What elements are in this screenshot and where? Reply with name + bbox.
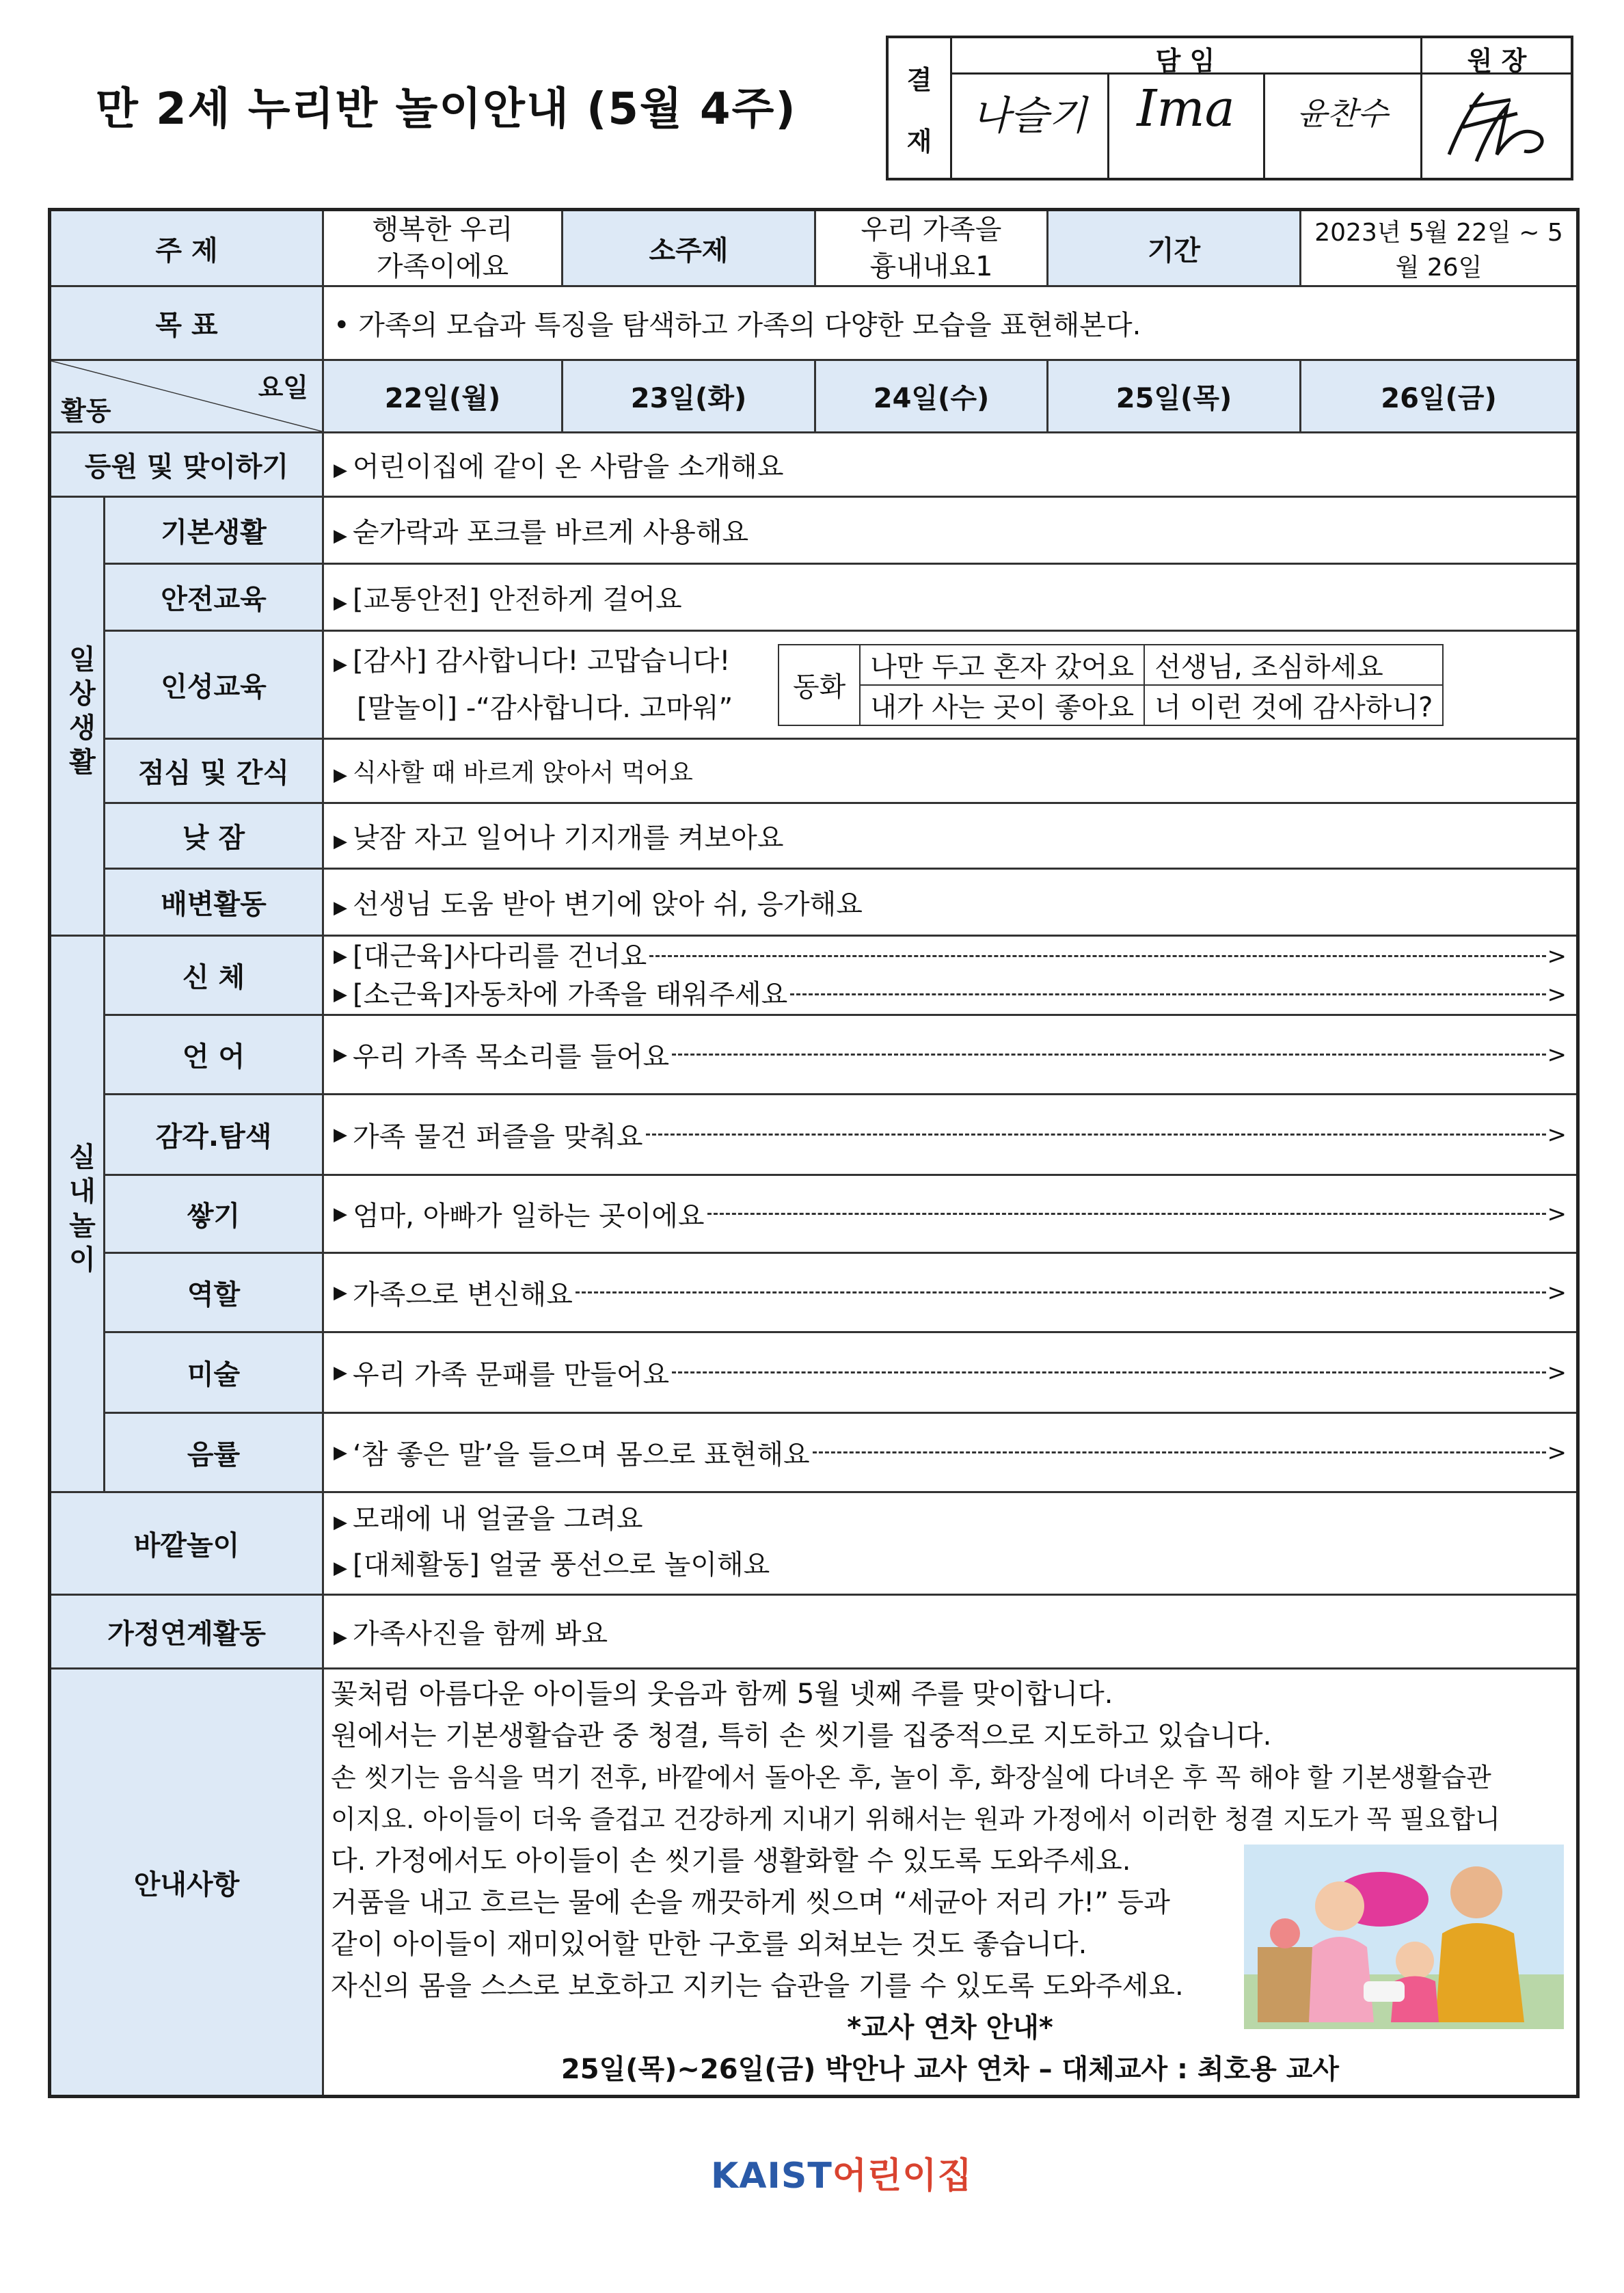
nap-label: 낮 잠 bbox=[105, 803, 323, 869]
story-3: 내가 사는 곳이 좋아요 bbox=[860, 685, 1144, 725]
day-thu: 25일(목) bbox=[1048, 360, 1301, 433]
notice-line: 원에서는 기본생활습관 중 청결, 특히 손 씻기를 집중적으로 지도하고 있습니다. bbox=[331, 1720, 1272, 1752]
story-4: 너 이런 것에 감사하니? bbox=[1144, 685, 1443, 725]
story-2: 선생님, 조심하세요 bbox=[1144, 645, 1443, 685]
approval-homeroom-label: 담 임 bbox=[1155, 46, 1215, 76]
character-text-2: [말놀이] -“감사합니다. 고마워” bbox=[357, 693, 733, 724]
art-label: 미술 bbox=[105, 1332, 323, 1413]
page-title: 만 2세 누리반 놀이안내 (5월 4주) bbox=[96, 84, 797, 135]
kaist-daycare-logo bbox=[711, 2147, 973, 2198]
music-label: 음률 bbox=[105, 1413, 323, 1492]
daily-life-group bbox=[50, 497, 105, 936]
day-wed: 24일(수) bbox=[815, 360, 1048, 433]
notice-line: 거품을 내고 흐르는 물에 손을 깨끗하게 씻으며 “세균아 저리 가!” 등과 bbox=[331, 1887, 1170, 1918]
notice-line: 같이 아이들이 재미있어할 만한 구호를 외쳐보는 것도 좋습니다. bbox=[331, 1929, 1087, 1960]
notice-label: 안내사항 bbox=[50, 1669, 323, 2097]
weekly-plan-table: 주 제 행복한 우리 가족이에요 소주제 우리 가족을 흉내내요1 기간 2023년 5월 22일 ~ 5월 26일 목 표 • 가족의 모습과 특징을 탐색하고 가족의 다양한 모습을 표현해본다. 요일 활동 22일(월) 23일(화) 24일(수) 25일(목) 26일(금) 등원 및 맞이하기 ▶ 어린이집에 같이 온 사람을 소개해요 일상생활 기본생활 ▶ 숟가락과 포크를 바르게 사용해요 안전교육 ▶ [교통안전] 안전하게 걸어요 인성교육 ▶ [감사] 감사합니다! 고맙습니다! [말놀이] -“감사합니다. 고마워” 동화 나만 두고 혼자 갔어요 선생님, 조심하세요 내가 사는 곳이 좋아요 너 이런 것에 감사하니? 점심 및 간식 ▶ 식사할 때 바르게 앉아서 먹어요 낮 잠 ▶ 낮잠 자고 일어나 기지개를 켜보아요 배변활동 ▶ 선생님 도움 받아 변기에 앉아 쉬, 응가해요 실내놀이 신 체 ▶ [대근육]사다리를 건너요 > ▶ [소근육]자동차에 가족을 태워주세요 > 언 어 ▶ 우리 가족 목소리를 들어요 > 감각.탐색 ▶ 가족 물건 퍼즐을 맞춰요 > 쌓기 ▶ 엄마, 아빠가 일하는 곳이에요 > 역할 ▶ 가족으로 변신해요 > 미술 ▶ 우리 가족 문패를 만들어요 > 음률 ▶ ‘참 좋은 말’을 들으며 몸으로 표현해요 > 바깥놀이 ▶ 모래에 내 얼굴을 그려요 ▶ [대체활동] 얼굴 풍선으로 놀이해요 가정연계활동 ▶ 가족사진을 함께 봐요 안내사항 꽃처럼 아름다운 아이들의 웃음과 함께 5월 넷째 주를 맞이합니다. 원에서는 기본생활습관 중 청결, 특히 손 씻기를 집중적으로 지도하고 있습니다. 손 씻기는 음식을 먹기 전후, 바깥에서 돌아온 후, 놀이 후, 화장실에 다녀온 후 꼭 해야 할 기본생활습관 이지요. 아이들이 더욱 즐겁고 건강하게 지내기 위해서는 원과 가정에서 이러한 청결 지도가 꼭 필요합니 다. 가정에서도 아이들이 손 씻기를 생활화할 수 있도록 도와주세요. 거품을 내고 흐르는 물에 손을 깨끗하게 씻으며 “세균아 저리 가!” 등과 같이 아이들이 재미있어할 만한 구호를 외쳐보는 것도 좋습니다. 자신의 몸을 스스로 보호하고 지키는 습관을 기를 수 있도록 도와주세요. *교사 연차 안내* 25일(목)~26일(금) 박안나 교사 연차 – 대체교사 : 최호용 교사 bbox=[48, 208, 1580, 2098]
day-fri: 26일(금) bbox=[1301, 360, 1578, 433]
sensory-text: 가족 물건 퍼즐을 맞춰요 bbox=[353, 1121, 643, 1153]
goal-label: 목 표 bbox=[50, 286, 323, 360]
story-1: 나만 두고 혼자 갔어요 bbox=[860, 645, 1144, 685]
safety-text: [교통안전] 안전하게 걸어요 bbox=[353, 584, 682, 615]
notice-leave-title: *교사 연차 안내* bbox=[847, 2012, 1053, 2043]
subtopic-value: 우리 가족을 흉내내요1 bbox=[815, 210, 1048, 286]
corner-activity-label: 활동 bbox=[61, 396, 111, 426]
safety-label: 안전교육 bbox=[105, 564, 323, 631]
arrival-text: 어린이집에 같이 온 사람을 소개해요 bbox=[353, 451, 784, 483]
body-label: 신 체 bbox=[105, 936, 323, 1015]
indoor-play-label: 실내놀이 bbox=[64, 1142, 96, 1279]
approval-gyeol: 결 bbox=[906, 65, 932, 95]
topic-label: 주 제 bbox=[50, 210, 323, 286]
story-table bbox=[778, 644, 1444, 726]
logo-daycare: 어린이집 bbox=[832, 2156, 973, 2197]
approval-director-label: 원 장 bbox=[1467, 46, 1527, 76]
body-text-1: [대근육]사다리를 건너요 bbox=[353, 940, 647, 972]
lunch-text: 식사할 때 바르게 앉아서 먹어요 bbox=[353, 759, 693, 787]
home-link-text: 가족사진을 함께 봐요 bbox=[353, 1618, 608, 1650]
signature-4 bbox=[1435, 79, 1565, 175]
notice-leave-detail: 25일(목)~26일(금) 박안나 교사 연차 – 대체교사 : 최호용 교사 bbox=[560, 2054, 1340, 2085]
role-play-text: 가족으로 변신해요 bbox=[353, 1279, 573, 1311]
subtopic-label: 소주제 bbox=[563, 210, 815, 286]
notice-body bbox=[328, 1670, 1572, 2095]
indoor-play-group bbox=[50, 936, 105, 1492]
handwashing-illustration bbox=[1244, 1845, 1564, 2029]
blocks-label: 쌓기 bbox=[105, 1175, 323, 1253]
nap-text: 낮잠 자고 일어나 기지개를 켜보아요 bbox=[353, 822, 784, 854]
notice-line: 자신의 몸을 스스로 보호하고 지키는 습관을 기를 수 있도록 도와주세요. bbox=[331, 1970, 1184, 2002]
approval-box bbox=[886, 36, 1573, 180]
notice-line: 다. 가정에서도 아이들이 손 씻기를 생활화할 수 있도록 도와주세요. bbox=[331, 1845, 1131, 1877]
blocks-text: 엄마, 아빠가 일하는 곳이에요 bbox=[353, 1201, 705, 1232]
basic-life-label: 기본생활 bbox=[105, 497, 323, 564]
notice-line: 꽃처럼 아름다운 아이들의 웃음과 함께 5월 넷째 주를 맞이합니다. bbox=[331, 1678, 1113, 1710]
outdoor-label: 바깥놀이 bbox=[50, 1492, 323, 1595]
toilet-label: 배변활동 bbox=[105, 869, 323, 936]
signature-3: 윤찬수 bbox=[1297, 95, 1388, 132]
music-text: ‘참 좋은 말’을 들으며 몸으로 표현해요 bbox=[353, 1439, 810, 1471]
story-label: 동화 bbox=[779, 645, 860, 725]
character-text-1: [감사] 감사합니다! 고맙습니다! bbox=[353, 645, 731, 677]
daily-life-label: 일상생활 bbox=[64, 644, 96, 781]
role-play-label: 역할 bbox=[105, 1253, 323, 1332]
outdoor-text-1: 모래에 내 얼굴을 그려요 bbox=[353, 1503, 643, 1535]
signature-1: 나슬기 bbox=[971, 92, 1087, 139]
goal-value: • 가족의 모습과 특징을 탐색하고 가족의 다양한 모습을 표현해본다. bbox=[323, 286, 1578, 360]
period-label: 기간 bbox=[1048, 210, 1301, 286]
sensory-label: 감각.탐색 bbox=[105, 1095, 323, 1175]
signature-2: Ima bbox=[1137, 79, 1235, 138]
day-activity-corner bbox=[50, 360, 323, 433]
art-text: 우리 가족 문패를 만들어요 bbox=[353, 1359, 670, 1391]
home-link-label: 가정연계활동 bbox=[50, 1595, 323, 1669]
lunch-label: 점심 및 간식 bbox=[105, 739, 323, 803]
day-tue: 23일(화) bbox=[563, 360, 815, 433]
outdoor-text-2: [대체활동] 얼굴 풍선으로 놀이해요 bbox=[353, 1548, 770, 1581]
character-label: 인성교육 bbox=[105, 631, 323, 739]
body-text-2: [소근육]자동차에 가족을 태워주세요 bbox=[353, 978, 788, 1010]
notice-line: 이지요. 아이들이 더욱 즐겁고 건강하게 지내기 위해서는 원과 가정에서 이러한 청결 지도가 꼭 필요합니 bbox=[331, 1804, 1500, 1834]
language-label: 언 어 bbox=[105, 1015, 323, 1095]
corner-day-label: 요일 bbox=[258, 373, 308, 403]
arrival-label: 등원 및 맞이하기 bbox=[50, 433, 323, 497]
notice-line: 손 씻기는 음식을 먹기 전후, 바깥에서 돌아온 후, 놀이 후, 화장실에 다녀온 후 꼭 해야 할 기본생활습관 bbox=[331, 1762, 1491, 1793]
language-text: 우리 가족 목소리를 들어요 bbox=[353, 1041, 670, 1073]
logo-kaist: KAIST bbox=[711, 2156, 833, 2197]
approval-jae: 재 bbox=[906, 126, 932, 157]
topic-value: 행복한 우리 가족이에요 bbox=[323, 210, 563, 286]
period-value: 2023년 5월 22일 ~ 5월 26일 bbox=[1301, 210, 1578, 286]
day-mon: 22일(월) bbox=[323, 360, 563, 433]
toilet-text: 선생님 도움 받아 변기에 앉아 쉬, 응가해요 bbox=[353, 889, 863, 920]
basic-life-text: 숟가락과 포크를 바르게 사용해요 bbox=[353, 517, 749, 548]
